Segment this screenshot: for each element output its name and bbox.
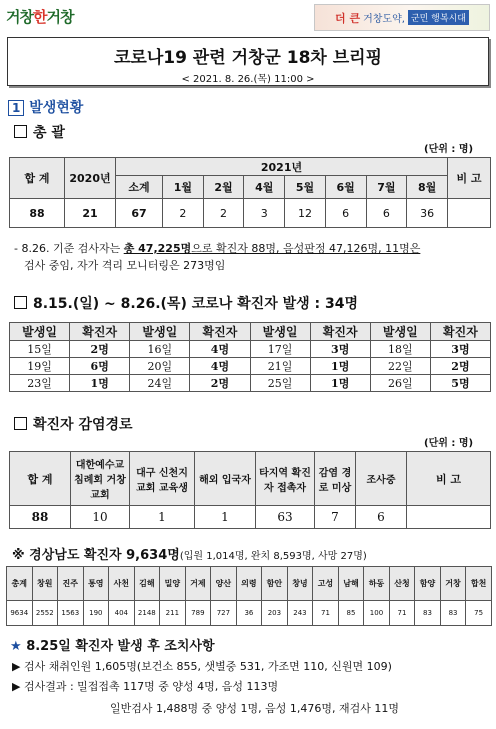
route-value: 1 <box>195 506 256 529</box>
count-cell: 1명 <box>310 375 370 392</box>
header-month: 8월 <box>407 176 448 199</box>
count-cell: 3명 <box>310 341 370 358</box>
day-cell: 23일 <box>10 375 70 392</box>
col-day: 발생일 <box>130 323 190 341</box>
region-value: 75 <box>466 601 492 626</box>
route-value: 88 <box>10 506 71 529</box>
unit-label: (단위 : 명) <box>424 144 474 155</box>
route-value: 10 <box>71 506 130 529</box>
route-value: 6 <box>356 506 407 529</box>
region-value: 789 <box>185 601 211 626</box>
header-region: 통영 <box>83 567 109 601</box>
month-value: 12 <box>285 199 326 228</box>
header-route: 대한예수교 침례회 거창교회 <box>71 452 130 506</box>
header-month: 1월 <box>163 176 204 199</box>
header-region: 거제 <box>185 567 211 601</box>
count-cell: 4명 <box>190 358 250 375</box>
col-day: 발생일 <box>250 323 310 341</box>
region-value: 71 <box>313 601 339 626</box>
header-subtotal: 소계 <box>116 176 163 199</box>
region-value: 36 <box>236 601 262 626</box>
header-total: 합 계 <box>10 452 71 506</box>
month-value: 6 <box>366 199 407 228</box>
route-heading: 확진자 감염경로 <box>14 414 133 434</box>
actions-heading: ★ 8.25일 확진자 발생 후 조치사항 <box>10 639 215 654</box>
page-title: 코로나19 관련 거창군 18차 브리핑 <box>113 48 383 68</box>
header-region: 김해 <box>134 567 160 601</box>
count-cell: 2명 <box>190 375 250 392</box>
col-count: 확진자 <box>430 323 490 341</box>
day-cell: 16일 <box>130 341 190 358</box>
slogan-banner: 더 큰 거창도약, 군민 행복시대 <box>314 4 490 31</box>
table-row <box>10 358 491 375</box>
header-month: 7월 <box>366 176 407 199</box>
region-value: 85 <box>338 601 364 626</box>
region-value: 1563 <box>58 601 84 626</box>
month-value: 2 <box>163 199 204 228</box>
day-cell: 17일 <box>250 341 310 358</box>
region-value: 71 <box>389 601 415 626</box>
header-total: 합 계 <box>10 158 65 199</box>
day-cell: 18일 <box>370 341 430 358</box>
header-region: 남해 <box>338 567 364 601</box>
header-region: 거창 <box>440 567 466 601</box>
count-cell: 2명 <box>430 358 490 375</box>
route-table <box>9 451 491 529</box>
region-value: 727 <box>211 601 237 626</box>
header-region: 고성 <box>313 567 339 601</box>
y2020-value: 21 <box>65 199 116 228</box>
header-route: 조사중 <box>356 452 407 506</box>
month-value: 3 <box>244 199 285 228</box>
month-value: 2 <box>203 199 244 228</box>
header-total: 총계 <box>7 567 33 601</box>
header-region: 함양 <box>415 567 441 601</box>
region-value: 190 <box>83 601 109 626</box>
count-cell: 3명 <box>430 341 490 358</box>
section-heading: 1 발생현황 <box>8 97 83 117</box>
header-region: 합천 <box>466 567 492 601</box>
col-count: 확진자 <box>190 323 250 341</box>
weekly-heading: 8.15.(일) ~ 8.26.(목) 코로나 확진자 발생 : 34명 <box>14 293 358 313</box>
header-month: 5월 <box>285 176 326 199</box>
route-value: 7 <box>315 506 356 529</box>
header-note: 비 고 <box>448 158 491 199</box>
count-cell: 1명 <box>70 375 130 392</box>
day-cell: 21일 <box>250 358 310 375</box>
header-region: 밀양 <box>160 567 186 601</box>
action-line: 일반검사 1,488명 중 양성 1명, 음성 1,476명, 재검사 11명 <box>110 702 399 715</box>
region-value: 211 <box>160 601 186 626</box>
header-month: 2월 <box>203 176 244 199</box>
region-value: 83 <box>415 601 441 626</box>
header-region: 하동 <box>364 567 390 601</box>
day-cell: 26일 <box>370 375 430 392</box>
month-value: 36 <box>407 199 448 228</box>
header-route: 타지역 확진자 접촉자 <box>256 452 315 506</box>
col-count: 확진자 <box>70 323 130 341</box>
weekly-table <box>9 322 491 392</box>
test-summary-note: - 8.26. 기준 검사자는 총 47,225명으로 확진자 88명, 음성판정 47,126명, 11명은 검사 중임, 자가 격리 모니터링은 273명임 <box>14 242 421 272</box>
count-cell: 6명 <box>70 358 130 375</box>
action-line: ▶ 검사결과 : 밀접접촉 117명 중 양성 4명, 음성 113명 <box>12 680 279 693</box>
subtotal-value: 67 <box>116 199 163 228</box>
day-cell: 25일 <box>250 375 310 392</box>
day-cell: 15일 <box>10 341 70 358</box>
header-month: 4월 <box>244 176 285 199</box>
header-month: 6월 <box>325 176 366 199</box>
col-count: 확진자 <box>310 323 370 341</box>
briefing-date: < 2021. 8. 26.(목) 11:00 > <box>181 74 315 85</box>
gyeongnam-heading: ※ 경상남도 확진자 9,634명(입원 1,014명, 완치 8,593명, 사망 27명) <box>12 548 367 563</box>
total-value: 88 <box>10 199 65 228</box>
count-cell: 2명 <box>70 341 130 358</box>
table-row <box>10 375 491 392</box>
day-cell: 19일 <box>10 358 70 375</box>
table-row <box>10 341 491 358</box>
header-region: 창원 <box>32 567 58 601</box>
action-line: ▶ 검사 채취인원 1,605명(보건소 855, 샛별중 531, 가조면 110, 신원면 109) <box>12 660 392 673</box>
region-value: 243 <box>287 601 313 626</box>
region-value: 83 <box>440 601 466 626</box>
briefing-title-box <box>7 37 489 86</box>
day-cell: 20일 <box>130 358 190 375</box>
header-2021: 2021년 <box>116 158 448 176</box>
gyeongnam-table <box>6 566 492 626</box>
col-day: 발생일 <box>370 323 430 341</box>
header-route: 해외 입국자 <box>195 452 256 506</box>
header-2020: 2020년 <box>65 158 116 199</box>
day-cell: 24일 <box>130 375 190 392</box>
count-cell: 4명 <box>190 341 250 358</box>
route-value: 1 <box>130 506 195 529</box>
total-value: 9634 <box>7 601 33 626</box>
summary-heading: 총 괄 <box>14 122 65 142</box>
header-note: 비 고 <box>407 452 491 506</box>
count-cell: 5명 <box>430 375 490 392</box>
unit-label: (단위 : 명) <box>424 438 474 449</box>
region-value: 2148 <box>134 601 160 626</box>
header-region: 양산 <box>211 567 237 601</box>
summary-table <box>9 157 491 228</box>
checkbox-icon <box>14 125 27 138</box>
logo-left: 거창한거창 <box>6 8 74 26</box>
region-value: 100 <box>364 601 390 626</box>
region-value: 404 <box>109 601 135 626</box>
count-cell: 1명 <box>310 358 370 375</box>
header-region: 산청 <box>389 567 415 601</box>
header-region: 사천 <box>109 567 135 601</box>
route-value <box>407 506 491 529</box>
checkbox-icon <box>14 417 27 430</box>
region-value: 2552 <box>32 601 58 626</box>
day-cell: 22일 <box>370 358 430 375</box>
header-route: 대구 신천지 교회 교육생 <box>130 452 195 506</box>
header-region: 함안 <box>262 567 288 601</box>
header-region: 창녕 <box>287 567 313 601</box>
checkbox-icon <box>14 296 27 309</box>
star-icon: ★ <box>10 639 22 654</box>
col-day: 발생일 <box>10 323 70 341</box>
header-region: 진주 <box>58 567 84 601</box>
header-route: 감염 경로 미상 <box>315 452 356 506</box>
month-value: 6 <box>325 199 366 228</box>
header-region: 의령 <box>236 567 262 601</box>
note-value <box>448 199 491 228</box>
region-value: 203 <box>262 601 288 626</box>
route-value: 63 <box>256 506 315 529</box>
